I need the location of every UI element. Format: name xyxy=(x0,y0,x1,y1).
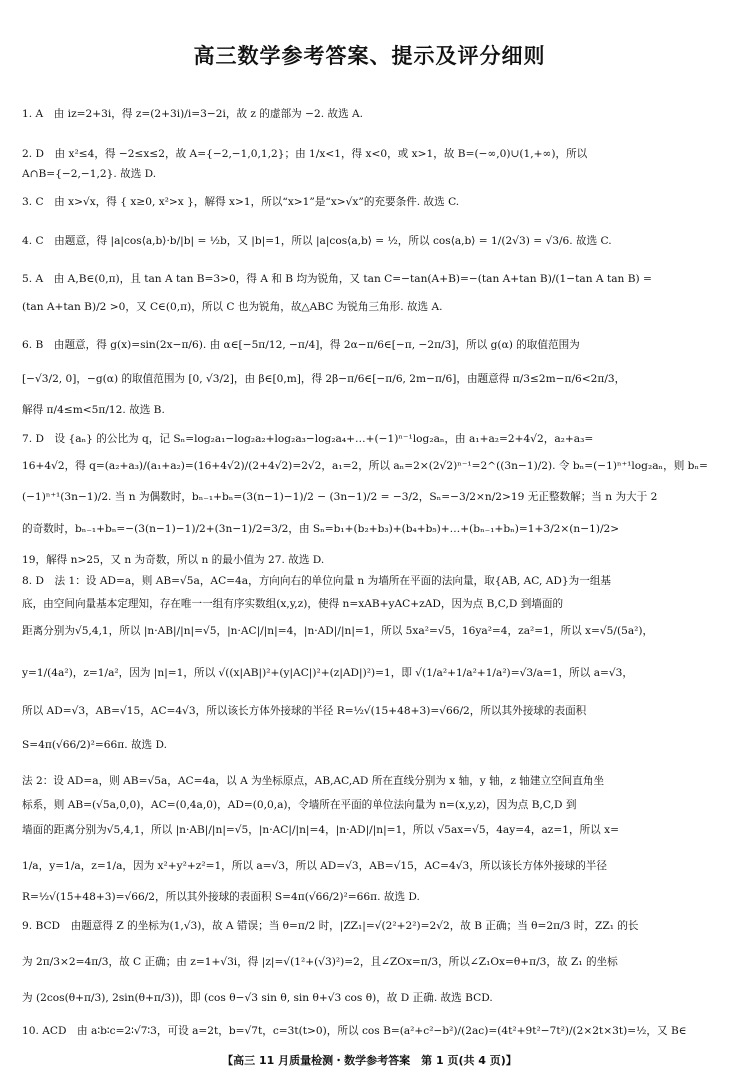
answer-line: 底，由空间向量基本定理知，存在唯一一组有序实数组(x,y,z)，使得 n=xAB+yAC+zAD，因为点 B,C,D 到墙面的 xyxy=(22,598,564,610)
answer-line: 标系，则 AB=(√5a,0,0)，AC=(0,4a,0)，AD=(0,0,a)，令墙所在平面的单位法向量为 n=(x,y,z)，因为点 B,C,D 到 xyxy=(22,799,577,811)
answer-line: (tan A+tan B)/2 >0，又 C∈(0,π)，所以 C 也为锐角，故△ABC 为锐角三角形. 故选 A. xyxy=(22,301,443,313)
answer-line: R=½√(15+48+3)=√66/2，所以其外接球的表面积 S=4π(√66/2)²=66π. 故选 D. xyxy=(22,891,420,903)
answer-line: 为 2π/3×2=4π/3，故 C 正确；由 z=1+√3i，得 |z|=√(1²+(√3)²)=2，且∠ZOx=π/3，所以∠Z₁Ox=θ+π/3，故 Z₁ 的坐标 xyxy=(22,956,618,968)
answer-line: 19，解得 n>25，又 n 为奇数，所以 n 的最小值为 27. 故选 D. xyxy=(22,554,325,566)
answer-line: [−√3/2, 0]，−g(α) 的取值范围为 [0, √3/2]，由 β∈[0,m]，得 2β−π/6∈[−π/6, 2m−π/6]，由题意得 π/3≤2m−π/6<2π/3， xyxy=(22,373,626,385)
answer-line: 4. C 由题意，得 |a|cos⟨a,b⟩·b/|b| = ½b，又 |b|=1，所以 |a|cos⟨a,b⟩ = ½，所以 cos⟨a,b⟩ = 1/(2√3) = √3/6. 故选 C. xyxy=(22,235,612,247)
answer-line: 6. B 由题意，得 g(x)=sin(2x−π/6). 由 α∈[−5π/12, −π/4]，得 2α−π/6∈[−π, −2π/3]，所以 g(α) 的取值范围为 xyxy=(22,339,580,351)
answer-line: 10. ACD 由 a∶b∶c=2∶√7∶3，可设 a=2t，b=√7t，c=3t(t>0)，所以 cos B=(a²+c²−b²)/(2ac)=(4t²+9t²−7t²)/(2×2t×3t)=½，又 B∈ xyxy=(22,1025,687,1037)
answer-line: 9. BCD 由题意得 Z 的坐标为(1,√3)，故 A 错误；当 θ=π/2 时，|ZZ₁|=√(2²+2²)=2√2，故 B 正确；当 θ=2π/3 时，ZZ₁ 的长 xyxy=(22,920,639,932)
answer-line: A∩B={−2,−1,2}. 故选 D. xyxy=(22,168,157,180)
answer-line: 2. D 由 x²≤4，得 −2≤x≤2，故 A={−2,−1,0,1,2}；由 1/x<1，得 x<0，或 x>1，故 B=(−∞,0)∪(1,+∞)，所以 xyxy=(22,148,588,160)
page-footer: 【高三 11 月质量检测・数学参考答案 第 1 页(共 4 页)】 xyxy=(222,1054,517,1067)
answer-line: 1/a，y=1/a，z=1/a，因为 x²+y²+z²=1，所以 a=√3，所以 AD=√3，AB=√15，AC=4√3，所以该长方体外接球的半径 xyxy=(22,860,607,872)
answer-line: 为 (2cos(θ+π/3), 2sin(θ+π/3))，即 (cos θ−√3 sin θ, sin θ+√3 cos θ)，故 D 正确. 故选 BCD. xyxy=(22,992,493,1004)
answer-line: 距离分别为√5,4,1，所以 |n·AB|/|n|=√5，|n·AC|/|n|=4，|n·AD|/|n|=1，所以 5xa²=√5，16ya²=4，za²=1，所以 x=√5/(5a²)， xyxy=(22,625,654,637)
answer-line: y=1/(4a²)，z=1/a²，因为 |n|=1，所以 √((x|AB|)²+(y|AC|)²+(z|AD|)²)=1，即 √(1/a²+1/a²+1/a²)=√3/a=1，所以 a=√3， xyxy=(22,667,633,679)
answer-line: 所以 AD=√3，AB=√15，AC=4√3，所以该长方体外接球的半径 R=½√(15+48+3)=√66/2，所以其外接球的表面积 xyxy=(22,705,587,717)
answer-line: 法 2：设 AD=a，则 AB=√5a，AC=4a，以 A 为坐标原点，AB,AC,AD 所在直线分别为 x 轴，y 轴，z 轴建立空间直角坐 xyxy=(22,775,605,787)
answer-line: 16+4√2，得 q=(a₂+a₃)/(a₁+a₂)=(16+4√2)/(2+4√2)=2√2，a₁=2，所以 aₙ=2×(2√2)ⁿ⁻¹=2^((3n−1)/2). 令 bₙ=(−1)ⁿ⁺¹log₂aₙ，则 bₙ= xyxy=(22,460,708,472)
answer-line: 解得 π/4≤m<5π/12. 故选 B. xyxy=(22,404,165,416)
answer-line: S=4π(√66/2)²=66π. 故选 D. xyxy=(22,739,167,751)
answer-line: (−1)ⁿ⁺¹(3n−1)/2. 当 n 为偶数时，bₙ₋₁+bₙ=(3(n−1)−1)/2 − (3n−1)/2 = −3/2，Sₙ=−3/2×n/2>19 无正整数解；当 n 为大于 2 xyxy=(22,491,658,503)
answer-line: 3. C 由 x>√x，得 { x≥0, x²>x }，解得 x>1，所以“x>1”是“x>√x”的充要条件. 故选 C. xyxy=(22,196,460,208)
page-title: 高三数学参考答案、提示及评分细则 xyxy=(193,44,546,68)
answer-line: 5. A 由 A,B∈(0,π)，且 tan A tan B=3>0，得 A 和 B 均为锐角，又 tan C=−tan(A+B)=−(tan A+tan B)/(1−tan A tan B) = xyxy=(22,273,652,285)
answer-line: 墙面的距离分别为√5,4,1，所以 |n·AB|/|n|=√5，|n·AC|/|n|=4，|n·AD|/|n|=1，所以 √5ax=√5，4ay=4，az=1，所以 x= xyxy=(22,824,619,836)
answer-line: 1. A 由 iz=2+3i，得 z=(2+3i)/i=3−2i，故 z 的虚部为 −2. 故选 A. xyxy=(22,108,364,120)
answer-line: 的奇数时，bₙ₋₁+bₙ=−(3(n−1)−1)/2+(3n−1)/2=3/2，由 Sₙ=b₁+(b₂+b₃)+(b₄+b₅)+…+(bₙ₋₁+bₙ)=1+3/2×(n−1)/2> xyxy=(22,523,620,535)
answer-line: 8. D 法 1：设 AD=a，则 AB=√5a，AC=4a，方向向右的单位向量 n 为墙所在平面的法向量，取{AB, AC, AD}为一组基 xyxy=(22,575,612,587)
answer-line: 7. D 设 {aₙ} 的公比为 q，记 Sₙ=log₂a₁−log₂a₂+log₂a₃−log₂a₄+…+(−1)ⁿ⁻¹log₂aₙ，由 a₁+a₂=2+4√2，a₂+a₃= xyxy=(22,433,594,445)
